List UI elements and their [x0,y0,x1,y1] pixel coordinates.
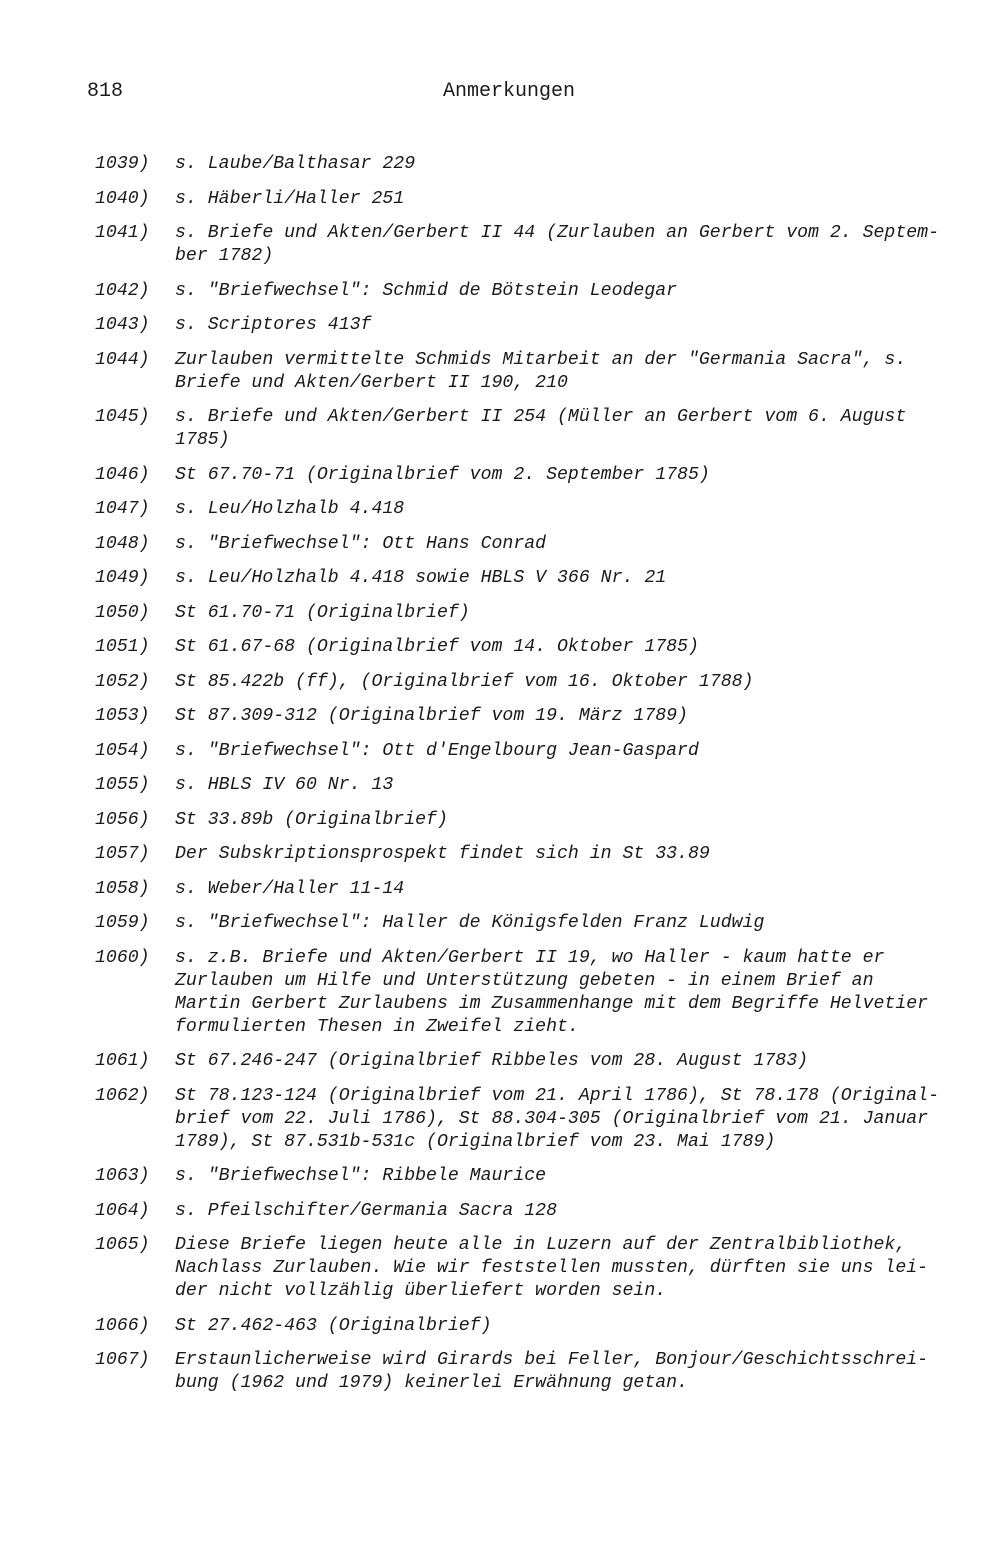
note-number: 1044) [95,349,150,370]
page-title: Anmerkungen [443,80,576,103]
note-item [95,222,965,268]
note-text: s. "Briefwechsel": Ribbele Maurice [175,1166,547,1186]
note-number: 1056) [95,809,150,830]
note-text: s. HBLS IV 60 Nr. 13 [175,775,394,795]
note-text: s. Leu/Holzhalb 4.418 [175,499,405,519]
note-text: s. Briefe und Akten/Gerbert II 254 (Müller an Gerbert vom 6. August 1785) [175,407,907,450]
note-number: 1051) [95,637,150,657]
note-number: 1063) [95,1166,150,1186]
note-number: 1045) [95,407,150,427]
note-item [95,188,965,211]
note-text: Der Subskriptionsprospekt findet sich in St 33.89 [175,844,710,864]
note-text: s. Leu/Holzhalb 4.418 sowie HBLS V 366 Nr. 21 [175,568,667,588]
note-number: 1060) [95,947,150,968]
note-item [95,1349,965,1395]
note-item [95,314,965,337]
note-text: Diese Briefe liegen heute alle in Luzern auf der Zentralbibliothek, Nachlass Zurlauben. Wie wir feststellen mussten, dürften sie uns lei- der nicht vollzählig überliefert worden sein. [175,1235,929,1301]
note-item [95,636,965,659]
note-number: 1041) [95,223,150,243]
note-text: s. "Briefwechsel": Ott Hans Conrad [175,533,547,554]
note-number: 1050) [95,602,150,623]
note-text: St 27.462-463 (Originalbrief) [175,1315,492,1336]
note-item [95,1315,965,1338]
note-number: 1061) [95,1051,150,1071]
note-text: Zurlauben vermittelte Schmids Mitarbeit an der "Germania Sacra", s. Briefe und Akten/Gerbert II 190, 210 [175,349,907,393]
note-text: s. Laube/Balthasar 229 [175,154,416,174]
note-number: 1058) [95,878,150,899]
note-number: 1043) [95,315,150,335]
notes-list [95,153,965,1407]
note-item [95,498,965,521]
note-number: 1064) [95,1200,150,1221]
note-text: s. z.B. Briefe und Akten/Gerbert II 19, wo Haller - kaum hatte er Zurlauben um Hilfe und Unterstützung gebeten - in einem Brief an Martin Gerbert Zurlaubens im Zusammenhange mit dem Begriffe Helvetier formulierten Thesen in Zweifel zieht. [175,947,929,1037]
note-text: s. "Briefwechsel": Haller de Königsfelden Franz Ludwig [175,913,765,933]
note-text: s. Pfeilschifter/Germania Sacra 128 [175,1200,557,1221]
note-text: s. Häberli/Haller 251 [175,188,405,209]
note-item [95,843,965,866]
note-number: 1054) [95,740,150,761]
note-item [95,1085,965,1154]
note-item [95,947,965,1039]
note-item [95,602,965,625]
note-number: 1062) [95,1085,150,1106]
note-item [95,740,965,763]
note-item [95,1234,965,1303]
note-text: St 33.89b (Originalbrief) [175,809,448,830]
note-number: 1066) [95,1315,150,1336]
note-number: 1052) [95,671,150,692]
note-item [95,1050,965,1073]
note-item [95,533,965,556]
note-text: St 61.70-71 (Originalbrief) [175,602,470,623]
note-number: 1057) [95,844,150,864]
note-text: St 78.123-124 (Originalbrief vom 21. April 1786), St 78.178 (Original- brief vom 22. Juli 1786), St 88.304-305 (Originalbrief vom 21. Januar 1789), St 87.531b-531c (Originalbrief vom 23. Mai 1789) [175,1085,939,1152]
note-number: 1059) [95,913,150,933]
page-number: 818 [87,80,124,103]
note-text: s. Scriptores 413f [175,315,372,335]
note-text: s. "Briefwechsel": Schmid de Bötstein Leodegar [175,280,678,301]
note-number: 1067) [95,1350,150,1370]
note-item [95,705,965,728]
note-text: s. Briefe und Akten/Gerbert II 44 (Zurlauben an Gerbert vom 2. Septem- ber 1782) [175,223,939,266]
note-number: 1046) [95,464,150,485]
note-text: St 87.309-312 (Originalbrief vom 19. März 1789) [175,706,688,726]
note-item [95,406,965,452]
note-number: 1047) [95,499,150,519]
note-item [95,349,965,395]
note-number: 1042) [95,280,150,301]
note-item [95,1165,965,1188]
note-number: 1053) [95,706,150,726]
page-header [87,80,917,110]
note-item [95,280,965,303]
note-text: St 61.67-68 (Originalbrief vom 14. Oktober 1785) [175,637,699,657]
note-item [95,774,965,797]
note-item [95,912,965,935]
note-number: 1049) [95,568,150,588]
note-number: 1040) [95,188,150,209]
note-item [95,567,965,590]
note-number: 1039) [95,154,150,174]
note-item [95,464,965,487]
note-item [95,878,965,901]
note-text: s. "Briefwechsel": Ott d'Engelbourg Jean-Gaspard [175,740,699,761]
note-item [95,809,965,832]
note-item [95,1200,965,1223]
note-text: s. Weber/Haller 11-14 [175,878,405,899]
note-text: St 67.246-247 (Originalbrief Ribbeles vom 28. August 1783) [175,1051,809,1071]
note-item [95,671,965,694]
note-text: St 67.70-71 (Originalbrief vom 2. September 1785) [175,464,710,485]
note-text: Erstaunlicherweise wird Girards bei Feller, Bonjour/Geschichtsschrei- bung (1962 und 1979) keinerlei Erwähnung getan. [175,1350,929,1393]
note-number: 1065) [95,1235,150,1255]
note-number: 1048) [95,533,150,554]
note-item [95,153,965,176]
note-text: St 85.422b (ff), (Originalbrief vom 16. Oktober 1788) [175,671,754,692]
note-number: 1055) [95,775,150,795]
